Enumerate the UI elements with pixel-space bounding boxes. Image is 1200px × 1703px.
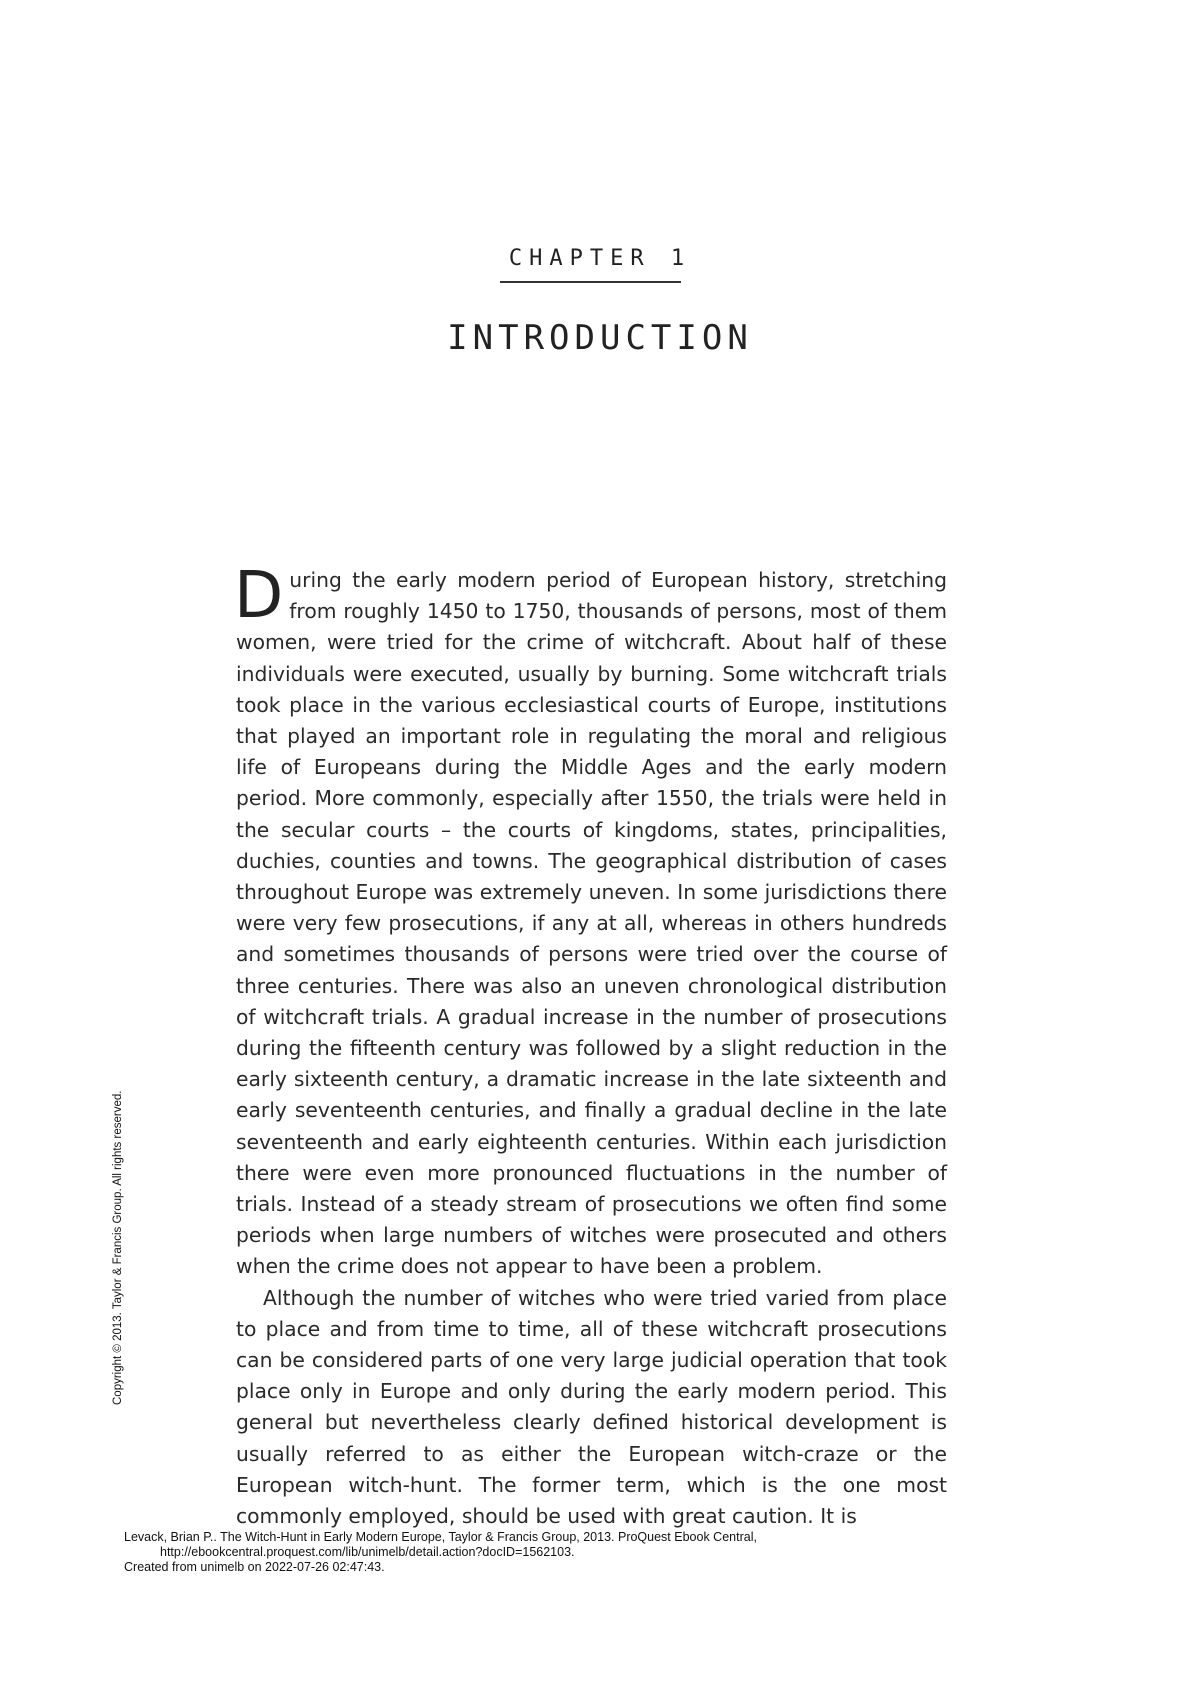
footer-created: Created from unimelb on 2022-07-26 02:47:43. [124, 1560, 385, 1574]
chapter-label: CHAPTER 1 [508, 246, 692, 271]
footer-citation: Levack, Brian P.. The Witch-Hunt in Early Modern Europe, Taylor & Francis Group, 2013. ProQuest Ebook Central, [124, 1530, 757, 1544]
paragraph-2: Although the number of witches who were tried varied from place to place and from time to time, all of these witchcraft prosecutions can be considered parts of one very large judicial operation that took place only in Europe and only during the early modern period. This general but nevertheless clearly defined historical development is usually referred to as either the European witch-craze or the European witch-hunt. The former term, which is the one most commonly employed, should be used with great caution. It is [236, 1285, 947, 1529]
chapter-title: INTRODUCTION [447, 318, 753, 358]
footer-url: http://ebookcentral.proquest.com/lib/unimelb/detail.action?docID=1562103. [160, 1545, 575, 1559]
chapter-body [234, 559, 947, 1532]
paragraph-1-text: uring the early modern period of European history, stretching from roughly 1450 to 1750, thousands of persons, most of them women, were tried for the crime of witchcraft. About half of these individuals were executed, usually by burning. Some witchcraft trials took place in the various ecclesiastical courts of Europe, institutions that played an important role in regulating the moral and religious life of Europeans during the Middle Ages and the early modern period. More commonly, especially after 1550, the trials were held in the secular courts – the courts of kingdoms, states, principalities, duchies, counties and towns. The geographical distribution of cases throughout Europe was extremely uneven. In some jurisdictions there were very few prosecutions, if any at all, whereas in others hundreds and sometimes thousands of persons were tried over the course of three centuries. There was also an uneven chronological distribution of witchcraft trials. A gradual increase in the number of prosecutions during the fifteenth century was followed by a slight reduction in the early sixteenth century, a dramatic increase in the late sixteenth and early seventeenth centuries, and finally a gradual decline in the late seventeenth and early eighteenth centuries. Within each jurisdiction there were even more pronounced fluctuations in the number of trials. Instead of a steady stream of prosecutions we often find some periods when large numbers of witches were prosecuted and others when the crime does not appear to have been a problem. [236, 568, 947, 1279]
drop-cap: D [234, 559, 284, 633]
chapter-divider [500, 281, 681, 283]
copyright-notice: Copyright © 2013. Taylor & Francis Group. All rights reserved. [112, 1090, 124, 1405]
citation-footer [124, 1530, 757, 1575]
paragraph-1 [234, 559, 947, 1283]
